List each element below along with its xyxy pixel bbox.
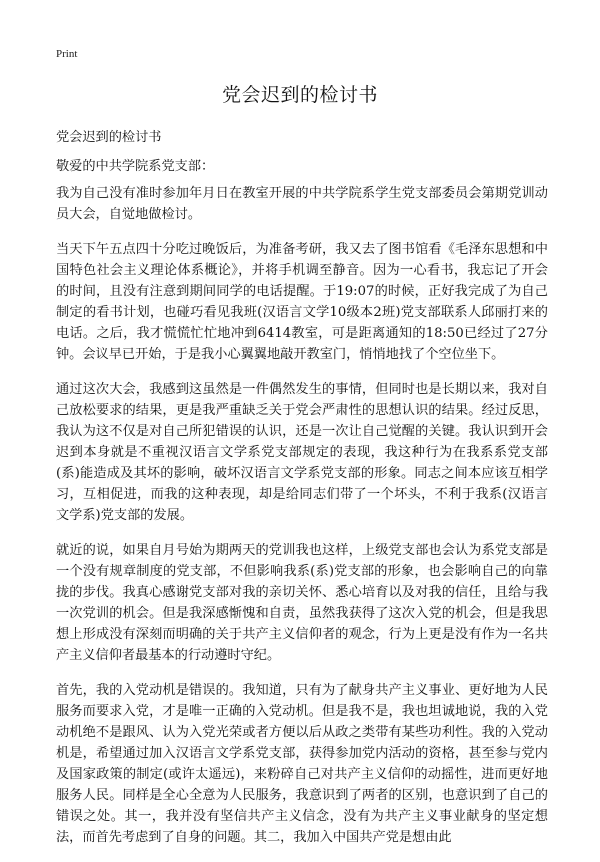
paragraph-5: 首先，我的入党动机是错误的。我知道，只有为了献身共产主义事业、更好地为人民服务而要求入党，才是唯一正确的入党动机。但是我不是，我也坦诚地说，我的入党动机绝不是跟风、认为入党光荣或者方便以后从政之类带有某些功利性。我的入党动机是，希望通过加入汉语言文学系党支部，获得参加党内活动的资格，甚至参与党内及国家政策的制定(或许太遥远)，来粉碎自己对共产主义信仰的动摇性，进而更好地服务人民。同样是全心全意为人民服务，我意识到了两者的区别，也意识到了自己的错误之处。其一，我并没有坚信共产主义信念，没有为共产主义事业献身的坚定想法，而首先考虑到了自身的问题。其二，我加入中国共产党是想由此 [56, 683, 548, 845]
paragraph-4: 就近的说，如果自月号始为期两天的党训我也这样，上级党支部也会认为系党支部是一个没有规章制度的党支部，不但影响我系(系)党支部的形象，也会影响自己的向靠拢的步伐。我真心感谢党支部对我的亲切关怀、悉心培育以及对我的信任，且给与我一次党训的机会。但是我深感惭愧和自责，虽然我获得了这次入党的机会，但是我思想上形成没有深刻而明确的关于共产主义信仰者的观念，行为上更是没有作为一名共产主义信仰者最基本的行动遵时守纪。 [56, 543, 548, 663]
salutation: 敬爱的中共学院系党支部： [56, 159, 215, 174]
paragraph-2: 当天下午五点四十分吃过晚饭后，为准备考研，我又去了图书馆看《毛泽东思想和中国特色社会主义理论体系概论》，并将手机调至静音。因为一心看书，我忘记了开会的时间，且没有注意到期间同学的电话提醒。于19:07的时候，正好我完成了为自己制定的看书计划，也碰巧看见我班(汉语言文学10级本2班)党支部联系人邱丽打来的电话。之后，我才慌慌忙忙地冲到6414教室，可是距离通知的18:50已经过了27分钟。会议早已开始，于是我小心翼翼地敲开教室门，悄悄地找了个空位坐下。 [56, 242, 548, 362]
print-label: Print [56, 48, 78, 60]
paragraph-3: 通过这次大会，我感到这虽然是一件偶然发生的事情，但同时也是长期以来，我对自己放松要求的结果，更是我严重缺乏关于党会严肃性的思想认识的结果。经过反思，我认为这不仅是对自己所犯错误的认识，还是一次让自己觉醒的关键。我认识到开会迟到本身就是不重视汉语言文学系党支部规定的表现，我这种行为在我系系党支部(系)能造成及其坏的影响，破坏汉语言文学系党支部的形象。同志之间本应该互相学习，互相促进，而我的这种表现，却是给同志们带了一个坏头，不利于我系(汉语言文学系)党支部的发展。 [56, 382, 548, 523]
paragraph-1: 我为自己没有准时参加年月日在教室开展的中共学院系学生党支部委员会第期党训动员大会，自觉地做检讨。 [56, 186, 548, 222]
document-body [56, 183, 548, 862]
document-subtitle: 党会迟到的检讨书 [56, 130, 162, 145]
document-title: 党会迟到的检讨书 [221, 84, 378, 106]
